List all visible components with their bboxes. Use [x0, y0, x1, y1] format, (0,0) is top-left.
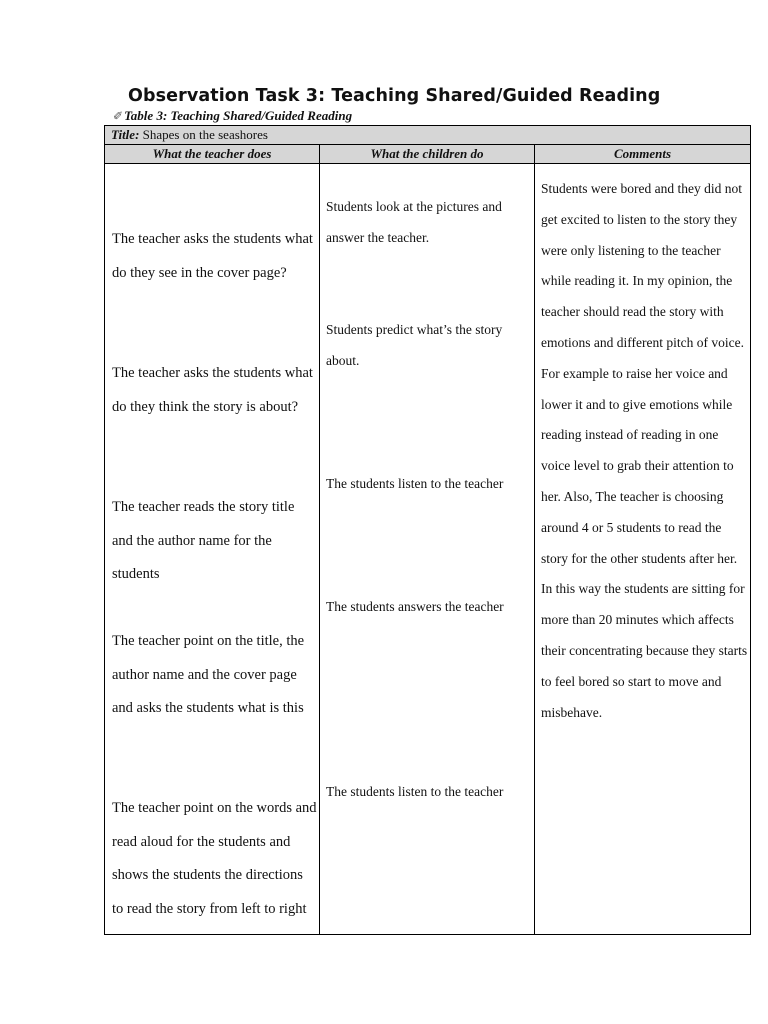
table-header-row [105, 145, 750, 164]
header-children: What the children do [320, 145, 535, 163]
children-entry: The students listen to the teacher [326, 784, 504, 799]
children-column [320, 164, 535, 934]
table-body-row [105, 164, 750, 934]
teacher-entry: The teacher point on the title, the author name and the cover page and asks the students what is this [112, 633, 305, 716]
comments-text: Students were bored and they did not get excited to listen to the story they were only listening to the teacher while reading it. In my opinion, the teacher should read the story with emotions and different pitch of voice. For example to raise her voice and lower it and to give emotions while reading instead of reading in one voice level to grab their attention to her. Also, The teacher is choosing around 4 or 5 students to read the story for the other students after her. In this way the students are sitting for more than 20 minutes which affects their concentrating because they starts to feel bored so start to move and misbehave. [541, 181, 748, 720]
children-entry: Students look at the pictures and answer the teacher. [326, 199, 502, 245]
header-teacher: What the teacher does [105, 145, 320, 163]
page-title: Observation Task 3: Teaching Shared/Guided Reading [128, 86, 661, 106]
table-caption-text: Table 3: Teaching Shared/Guided Reading [124, 108, 353, 123]
paperclip-icon: ✐ [113, 109, 124, 123]
header-comments: Comments [613, 146, 672, 161]
teacher-column [105, 164, 320, 934]
title-label: Title: [111, 127, 140, 142]
teacher-entry: The teacher point on the words and read aloud for the students and shows the students the directions to read the story from left to right [112, 800, 317, 917]
table-caption [113, 108, 352, 124]
observation-table [104, 125, 751, 935]
table-title-row [105, 126, 750, 145]
comments-column [535, 164, 750, 934]
teacher-entry: The teacher reads the story title and the author name for the students [112, 499, 295, 582]
children-entry: The students listen to the teacher [326, 476, 504, 491]
teacher-entry: The teacher asks the students what do they think the story is about? [112, 365, 313, 415]
teacher-entry: The teacher asks the students what do they see in the cover page? [112, 231, 313, 281]
title-value: Shapes on the seashores [142, 127, 268, 142]
children-entry: The students answers the teacher [326, 599, 504, 614]
children-entry: Students predict what’s the story about. [326, 322, 503, 368]
